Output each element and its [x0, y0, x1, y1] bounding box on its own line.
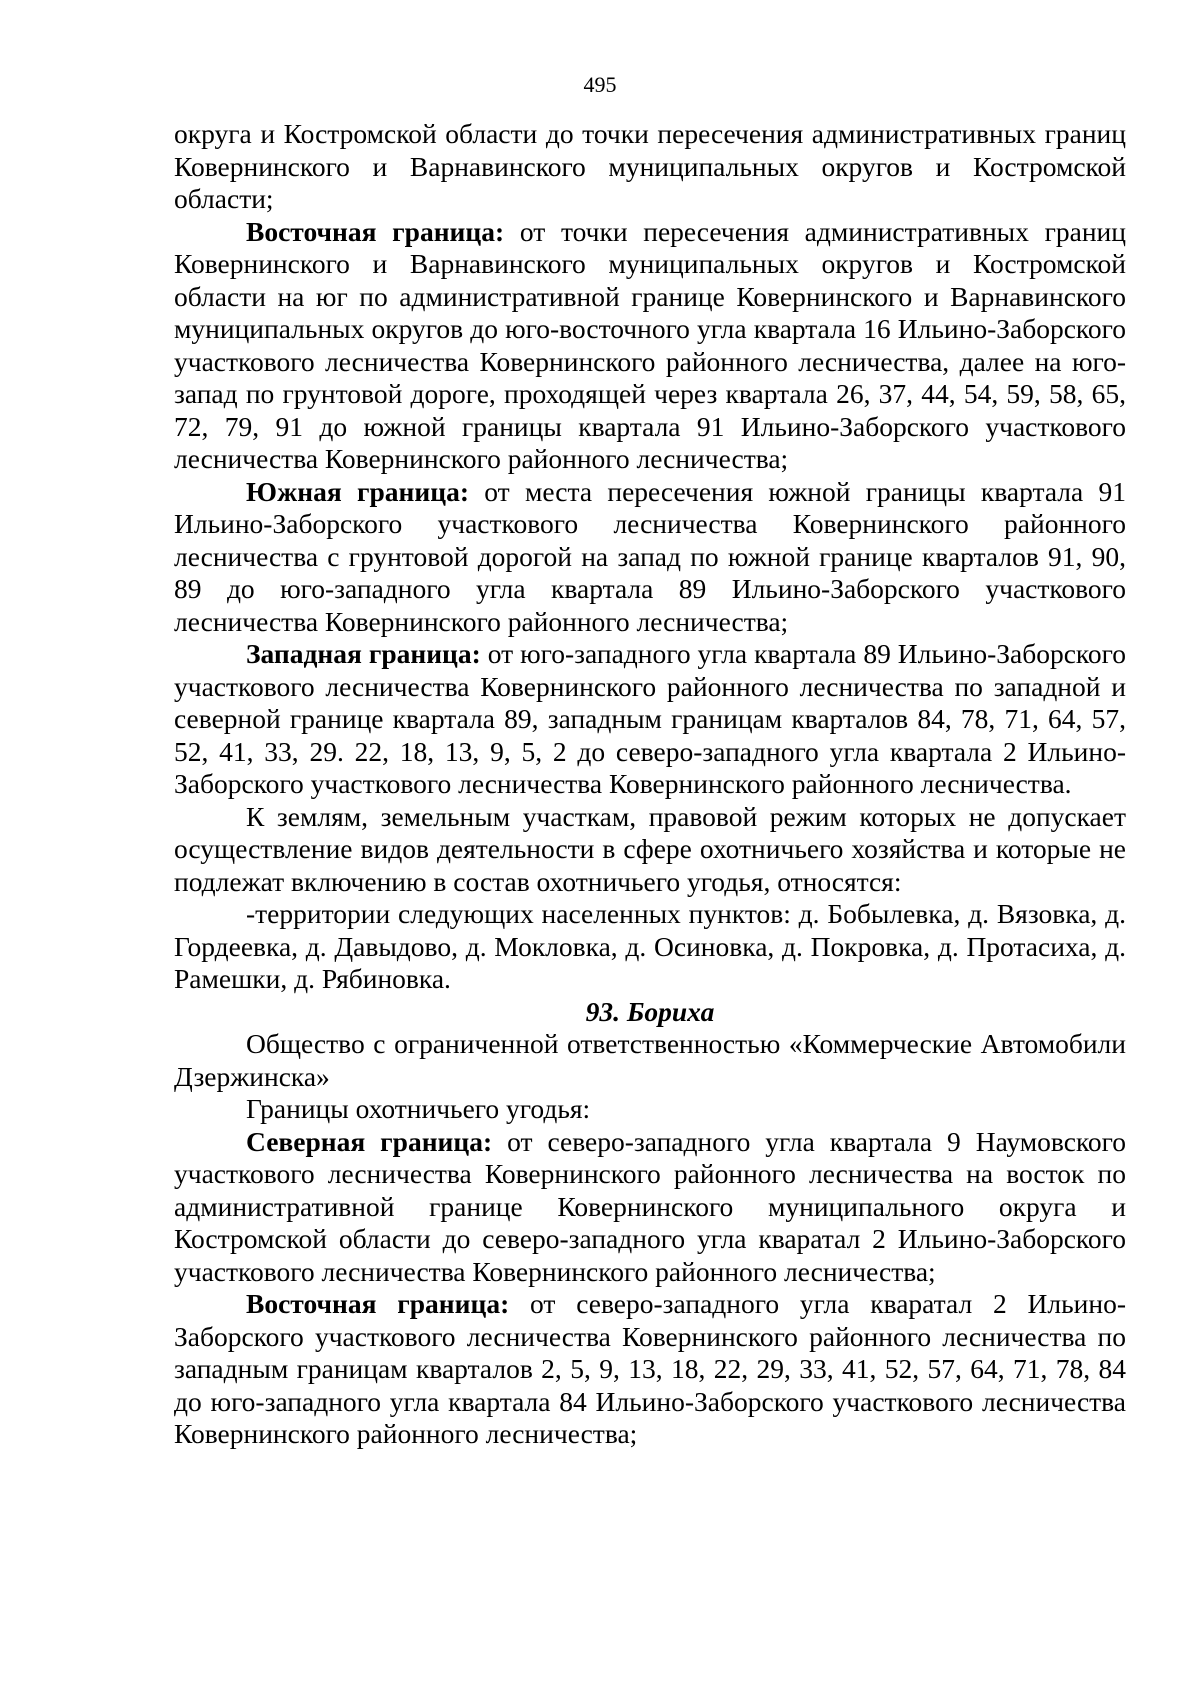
paragraph-west-border: [174, 638, 1126, 801]
document-body: [174, 118, 1126, 1451]
paragraph-borders-title: Границы охотничьего угодья:: [246, 1093, 591, 1124]
south-border-text: от места пересечения южной границы квартала 91 Ильино-Заборского участкового лесничества Ковернинского районного лесничества с грунтовой дорогой на запад по южной границе кварталов 91, 90, 89 до юго-западного угла квартала 89 Ильино-Заборского участкового лесничества Ковернинского районного лесничества;: [174, 475, 1127, 637]
section-heading: 93. Бориха: [585, 995, 715, 1027]
east-border-text: от точки пересечения административных границ Ковернинского и Варнавинского муниципальных округов и Костромской области на юг по административной границе Ковернинского и Варнавинского муниципальных округов до юго-восточного угла квартала 16 Ильино-Заборского участкового лесничества Ковернинского районного лесничества, далее на юго-запад по грунтовой дороге, проходящей через квартала 26, 37, 44, 54, 59, 58, 65, 72, 79, 91 до южной границы квартала 91 Ильино-Заборского участкового лесничества Ковернинского районного лесничества;: [174, 215, 1126, 474]
south-border-label: Южная граница:: [246, 475, 469, 507]
west-border-text: от юго-западного угла квартала 89 Ильино-Заборского участкового лесничества Ковернинского районного лесничества по западной и северной границе квартала 89, западным границам кварталов 84, 78, 71, 64, 57, 52, 41, 33, 29. 22, 18, 13, 9, 5, 2 до северо-западного угла квартала 2 Ильино-Заборского участкового лесничества Ковернинского районного лесничества.: [174, 638, 1126, 799]
east-border-label: Восточная граница:: [246, 215, 505, 247]
paragraph-north-border: [174, 1126, 1126, 1289]
west-border-label: Западная граница:: [246, 638, 481, 669]
east-border-label-93: Восточная граница:: [246, 1288, 510, 1319]
paragraph-east-border: [174, 216, 1126, 476]
paragraph-east-border-93: [174, 1288, 1126, 1451]
paragraph-excluded-lands: К землям, земельным участкам, правовой режим которых не допускает осуществление видов деятельности в сфере охотничьего хозяйства и которые не подлежат включению в состав охотничьего угодья, относятся:: [174, 800, 1126, 897]
page-number: 495: [583, 72, 617, 97]
east-border-text-93: от северо-западного угла кваратал 2 Ильино-Заборского участкового лесничества Ковернинского районного лесничества по западным границам кварталов 2, 5, 9, 13, 18, 22, 29, 33, 41, 52, 57, 64, 71, 78, 84 до юго-западного угла квартала 84 Ильино-Заборского участкового лесничества Ковернинского районного лесничества;: [174, 1288, 1126, 1449]
paragraph-south-border: [174, 476, 1126, 639]
north-border-label: Северная граница:: [246, 1125, 493, 1157]
paragraph-intro: округа и Костромской области до точки пересечения административных границ Ковернинского и Варнавинского муниципальных округов и Костромской области;: [174, 118, 1126, 214]
north-border-text: от северо-западного угла квартала 9 Наумовского участкового лесничества Ковернинского районного лесничества на восток по административной границе Ковернинского муниципального округа и Костромской области до северо-западного угла кваратал 2 Ильино-Заборского участкового лесничества Ковернинского районного лесничества;: [174, 1125, 1127, 1287]
paragraph-company: Общество с ограниченной ответственностью «Коммерческие Автомобили Дзержинска»: [174, 1028, 1126, 1092]
paragraph-settlements: -территории следующих населенных пунктов: д. Бобылевка, д. Вязовка, д. Гордеевка, д. Давыдово, д. Мокловка, д. Осиновка, д. Покровка, д. Протасиха, д. Рамешки, д. Рябиновка.: [174, 898, 1126, 994]
